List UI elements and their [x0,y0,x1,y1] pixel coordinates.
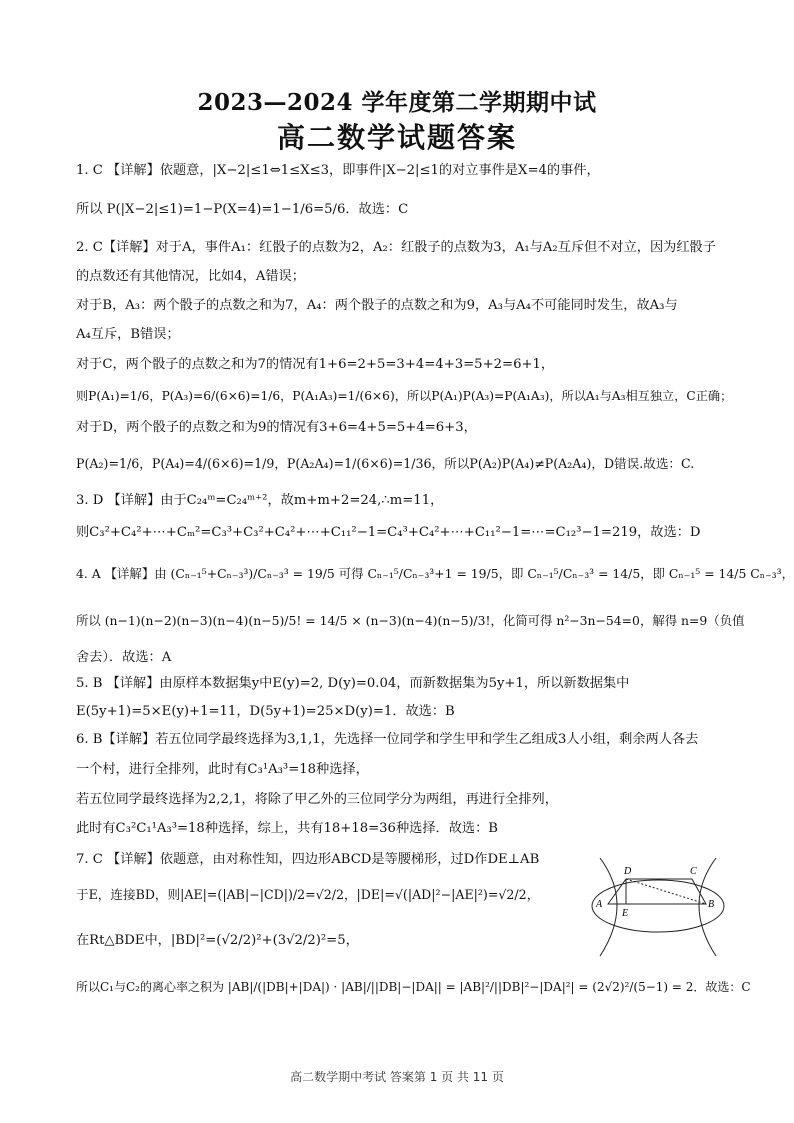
q2-line3: 对于B，A₃：两个骰子的点数之和为7，A₄：两个骰子的点数之和为9，A₃与A₄不可能同时发生，故A₃与 [76,298,678,313]
label-d: D [624,866,632,877]
q7-line1: 7. C 【详解】依题意，由对称性知，四边形ABCD是等腰梯形，过D作DE⊥AB [76,852,540,867]
q2-line7: 对于D，两个骰子的点数之和为9的情况有3+6=4+5=5+4=6+3， [76,420,477,435]
label-e: E [622,908,629,919]
label-a: A [596,899,603,910]
page-title: 2023—2024 学年度第二学期期中试 [197,89,597,116]
hyperbola-left-branch [600,858,617,956]
q2-line6: 则P(A₁)=1/6，P(A₃)=6/(6×6)=1/6，P(A₁A₃)=1/(6×6)，所以P(A₁)P(A₃)=P(A₁A₃)，所以A₁与A₃相互独立，C正确； [76,389,733,403]
q6-line1: 6. B【详解】若五位同学最终选择为3,1,1，先选择一位同学和学生甲和学生乙组成3人小组，剩余两人各去 [76,732,699,747]
q2-line8: P(A₂)=1/6，P(A₄)=4/(6×6)=1/9，P(A₂A₄)=1/(6×6)=1/36，所以P(A₂)P(A₄)≠P(A₂A₄)，D错误.故选：C. [76,456,695,471]
q6-line3: 若五位同学最终选择为2,2,1，将除了甲乙外的三位同学分为两组，再进行全排列， [76,792,558,807]
q6-line4: 此时有C₃²C₁¹A₃³=18种选择，综上，共有18+18=36种选择．故选：B [76,821,498,836]
q5-line2: E(5y+1)=5×E(y)+1=11，D(5y+1)=25×D(y)=1．故选：B [76,704,455,719]
label-b: B [708,899,715,910]
trapezoid-abcd [608,879,706,904]
q7-line3: 在Rt△BDE中，|BD|²=(√2/2)²+(3√2/2)²=5， [76,933,359,948]
q4-line2: 所以 (n−1)(n−2)(n−3)(n−4)(n−5)/5! = 14/5 × (n−3)(n−4)(n−5)/3!，化简可得 n²−3n−54=0，解得 n=9（负值 [76,613,745,628]
q2-line2: 的点数还有其他情况，比如4，A错误； [76,269,305,284]
q5-line1: 5. B 【详解】由原样本数据集y中E(y)=2, D(y)=0.04，而新数据集为5y+1，所以新数据集中 [76,676,630,691]
q6-line2: 一个村，进行全排列，此时有C₃¹A₃³=18种选择， [76,762,369,777]
q2-line5: 对于C，两个骰子的点数之和为7的情况有1+6=2+5=3+4=4+3=5+2=6+1， [76,357,555,372]
q7-line4: 所以C₁与C₂的离心率之积为 |AB|/(|DB|+|DA|) · |AB|/||DB|−|DA|| = |AB|²/||DB|²−|DA|²| = (2√2)²/(5−1) = 2．故选：C [76,980,751,994]
q3-line1: 3. D 【详解】由于C₂₄ᵐ=C₂₄ᵐ⁺²，故m+m+2=24,∴m=11， [76,493,444,508]
q3-line2: 则C₃²+C₄²+⋯+Cₘ²=C₃³+C₃²+C₄²+⋯+C₁₁²−1=C₄³+C₄²+⋯+C₁₁²−1=⋯=C₁₂³−1=219，故选：D [76,525,701,540]
page-subtitle: 高二数学试题答案 [276,121,517,154]
label-c: C [690,866,697,877]
q2-line4: A₄互斥，B错误； [76,327,180,342]
page-footer: 高二数学期中考试 答案第 1 页 共 11 页 [290,1070,504,1084]
ellipse-curve [592,880,724,932]
q4-line3: 舍去）．故选：A [76,650,172,665]
q2-line1: 2. C【详解】对于A，事件A₁：红骰子的点数为2，A₂：红骰子的点数为3，A₁与A₂互斥但不对立，因为红骰子 [76,240,716,255]
q1-line2: 所以 P(|X−2|≤1)=1−P(X=4)=1−1/6=5/6．故选：C [76,202,409,217]
q7-line2: 于E，连接BD，则|AE|=(|AB|−|CD|)/2=√2/2，|DE|=√(|AD|²−|AE|²)=√2/2， [76,887,540,902]
q1-line1: 1. C 【详解】依题意，|X−2|≤1⇔1≤X≤3，即事件|X−2|≤1的对立事件是X=4的事件， [76,163,600,178]
q4-line1: 4. A 【详解】由 (Cₙ₋₁⁵+Cₙ₋₃³)/Cₙ₋₃³ = 19/5 可得 Cₙ₋₁⁵/Cₙ₋₃³+1 = 19/5，即 Cₙ₋₁⁵/Cₙ₋₃³ = 14/5，即 Cₙ₋₁⁵ = 14/5 Cₙ₋₃³， [76,566,794,581]
ellipse-hyperbola-figure [588,858,728,958]
